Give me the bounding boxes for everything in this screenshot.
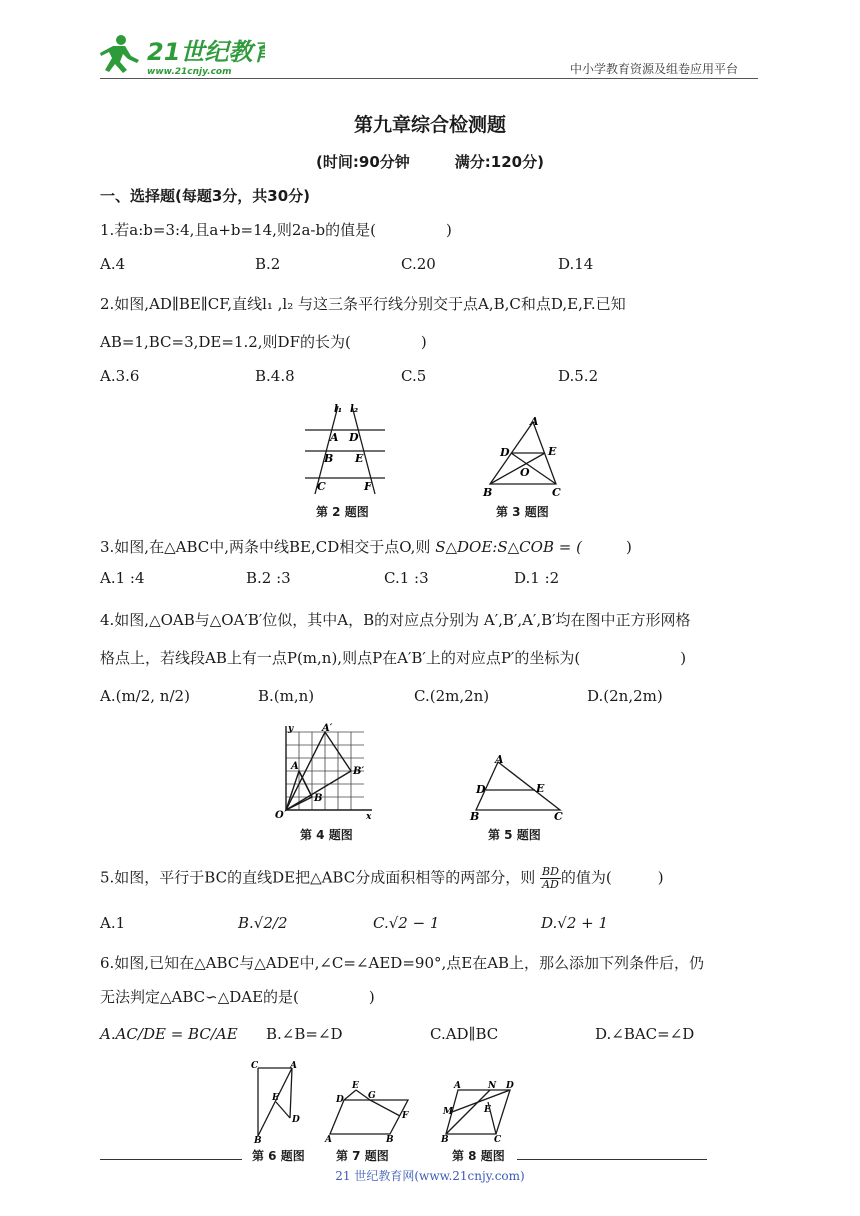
- svg-text:x: x: [366, 812, 372, 822]
- figure-7: [322, 1078, 414, 1144]
- svg-text:B: B: [470, 810, 480, 822]
- svg-text:D: D: [336, 1095, 344, 1105]
- svg-text:B: B: [314, 793, 323, 804]
- q1-option-b: B.2: [255, 255, 281, 273]
- logo-graphic: [95, 30, 265, 80]
- svg-text:D: D: [506, 1081, 514, 1091]
- svg-text:A: A: [330, 431, 339, 444]
- svg-text:E: E: [484, 1105, 491, 1115]
- bd-over-ad-fraction: $\frac{BD}{AD}$: [542, 865, 559, 891]
- q4-option-c: C.(2m,2n): [414, 687, 490, 705]
- q6-option-d: D.∠BAC=∠D: [595, 1025, 695, 1043]
- question-1: 1.若a:b=3:4,且a+b=14,则2a-b的值是( ): [100, 221, 452, 239]
- figure-3-caption: 第 3 题图: [496, 505, 549, 519]
- q6-option-b: B.∠B=∠D: [266, 1025, 343, 1043]
- svg-text:E: E: [536, 782, 545, 795]
- svg-text:B: B: [441, 1135, 449, 1144]
- area-ratio-expr: S△DOE:S△COB = (: [435, 538, 582, 556]
- figure-3: [478, 412, 568, 500]
- figure-4: [272, 722, 378, 822]
- q2-option-c: C.5: [401, 367, 427, 385]
- footer-link[interactable]: 21 世纪教育网(www.21cnjy.com): [335, 1169, 525, 1183]
- svg-text:C: C: [552, 486, 561, 499]
- q6-option-c: C.AD∥BC: [430, 1025, 499, 1043]
- q5-option-c: C.√2 − 1: [373, 914, 440, 932]
- svg-text:A: A: [325, 1135, 332, 1144]
- question-4-line1: 4.如图,△OAB与△OA′B′位似，其中A，B的对应点分别为 A′,B′,A′,B′均在图中正方形网格: [100, 611, 691, 629]
- svg-text:B: B: [254, 1136, 262, 1144]
- question-1-text: 1.若a:b=3:4,且a+b=14,则2a-b的值是(: [100, 221, 376, 239]
- q6-option-a: A.AC/DE = BC/AE: [100, 1025, 238, 1043]
- figure-5-caption: 第 5 题图: [488, 828, 541, 842]
- svg-text:l₂: l₂: [350, 404, 359, 415]
- figure-8: [440, 1076, 520, 1144]
- question-6-line2: 无法判定△ABC∽△DAE的是( ): [100, 988, 375, 1006]
- svg-text:M: M: [443, 1107, 453, 1117]
- svg-text:N: N: [488, 1081, 497, 1091]
- svg-text:E: E: [548, 445, 557, 458]
- figure-2-caption: 第 2 题图: [316, 505, 369, 519]
- svg-text:B′: B′: [353, 766, 365, 777]
- header-divider: [100, 78, 758, 79]
- question-4-line2: 格点上，若线段AB上有一点P(m,n),则点P在A′B′上的对应点P′的坐标为( ): [100, 649, 687, 667]
- q4-option-d: D.(2n,2m): [587, 687, 663, 705]
- q3-option-a: A.1 :4: [100, 569, 145, 587]
- svg-text:G: G: [368, 1091, 376, 1101]
- svg-text:O: O: [275, 810, 284, 821]
- q1-option-c: C.20: [401, 255, 436, 273]
- q2-option-d: D.5.2: [558, 367, 599, 385]
- svg-text:C: C: [251, 1061, 259, 1071]
- figure-2: [300, 398, 390, 500]
- q1-option-a: A.4: [100, 255, 126, 273]
- svg-text:B: B: [386, 1135, 394, 1144]
- svg-text:D: D: [476, 783, 486, 796]
- svg-text:A: A: [291, 761, 299, 772]
- q3-option-b: B.2 :3: [246, 569, 291, 587]
- svg-text:l₁: l₁: [334, 404, 343, 415]
- svg-text:D: D: [292, 1115, 300, 1125]
- q2-option-a: A.3.6: [100, 367, 140, 385]
- figure-5: [468, 752, 568, 822]
- svg-text:A: A: [290, 1061, 297, 1071]
- figure-8-caption: 第 8 题图: [452, 1149, 505, 1163]
- question-3: 3.如图,在△ABC中,两条中线BE,CD相交于点O,则 S△DOE:S△COB = ( ): [100, 538, 632, 556]
- svg-text:D: D: [500, 446, 510, 459]
- q5-option-d: D.√2 + 1: [541, 914, 609, 932]
- svg-text:C: C: [317, 480, 326, 493]
- figure-6: [246, 1058, 306, 1144]
- svg-text:F: F: [364, 480, 372, 493]
- exam-subtitle: (时间:90分钟 满分:120分): [316, 153, 544, 171]
- q5-option-a: A.1: [100, 914, 126, 932]
- svg-text:A′: A′: [322, 723, 333, 734]
- q2-option-b: B.4.8: [255, 367, 295, 385]
- q1-option-d: D.14: [558, 255, 594, 273]
- figure-7-caption: 第 7 题图: [336, 1149, 389, 1163]
- svg-text:A: A: [530, 415, 539, 428]
- svg-text:C: C: [554, 810, 563, 822]
- svg-text:B: B: [324, 452, 334, 465]
- figure-4-caption: 第 4 题图: [300, 828, 353, 842]
- footer-rule-left: [100, 1159, 242, 1160]
- q3-option-c: C.1 :3: [384, 569, 429, 587]
- svg-text:y: y: [288, 724, 294, 734]
- site-logo[interactable]: [95, 30, 265, 80]
- svg-text:C: C: [494, 1135, 502, 1144]
- question-2-line2: AB=1,BC=3,DE=1.2,则DF的长为( ): [100, 333, 427, 351]
- svg-text:E: E: [352, 1081, 359, 1091]
- q4-option-a: A.(m/2, n/2): [100, 687, 190, 705]
- question-5: 5.如图，平行于BC的直线DE把△ABC分成面积相等的两部分，则 $\frac{BD}{AD}$ 的值为( ): [100, 865, 664, 891]
- question-6-line1: 6.如图,已知在△ABC与△ADE中,∠C=∠AED=90°,点E在AB上，那么添加下列条件后，仍: [100, 954, 705, 972]
- svg-text:A: A: [454, 1081, 461, 1091]
- platform-name: 中小学教育资源及组卷应用平台: [570, 62, 739, 76]
- section-heading: 一、选择题(每题3分，共30分): [100, 187, 311, 205]
- logo-text: 21世纪教育: [147, 38, 265, 66]
- footer-rule-right: [517, 1159, 707, 1160]
- svg-text:A: A: [495, 753, 504, 766]
- q4-option-b: B.(m,n): [258, 687, 315, 705]
- q3-option-d: D.1 :2: [514, 569, 560, 587]
- svg-text:O: O: [520, 466, 530, 479]
- svg-text:E: E: [355, 452, 364, 465]
- svg-text:D: D: [349, 431, 359, 444]
- logo-url: www.21cnjy.com: [147, 67, 232, 77]
- page-title: 第九章综合检测题: [353, 114, 506, 136]
- svg-text:B: B: [483, 486, 493, 499]
- figure-6-caption: 第 6 题图: [252, 1149, 305, 1163]
- svg-text:E: E: [272, 1093, 279, 1103]
- question-2-line1: 2.如图,AD∥BE∥CF,直线l₁ ,l₂ 与这三条平行线分别交于点A,B,C和点D,E,F.已知: [100, 295, 626, 313]
- q5-option-b: B.√2/2: [238, 914, 288, 932]
- svg-text:F: F: [402, 1111, 409, 1121]
